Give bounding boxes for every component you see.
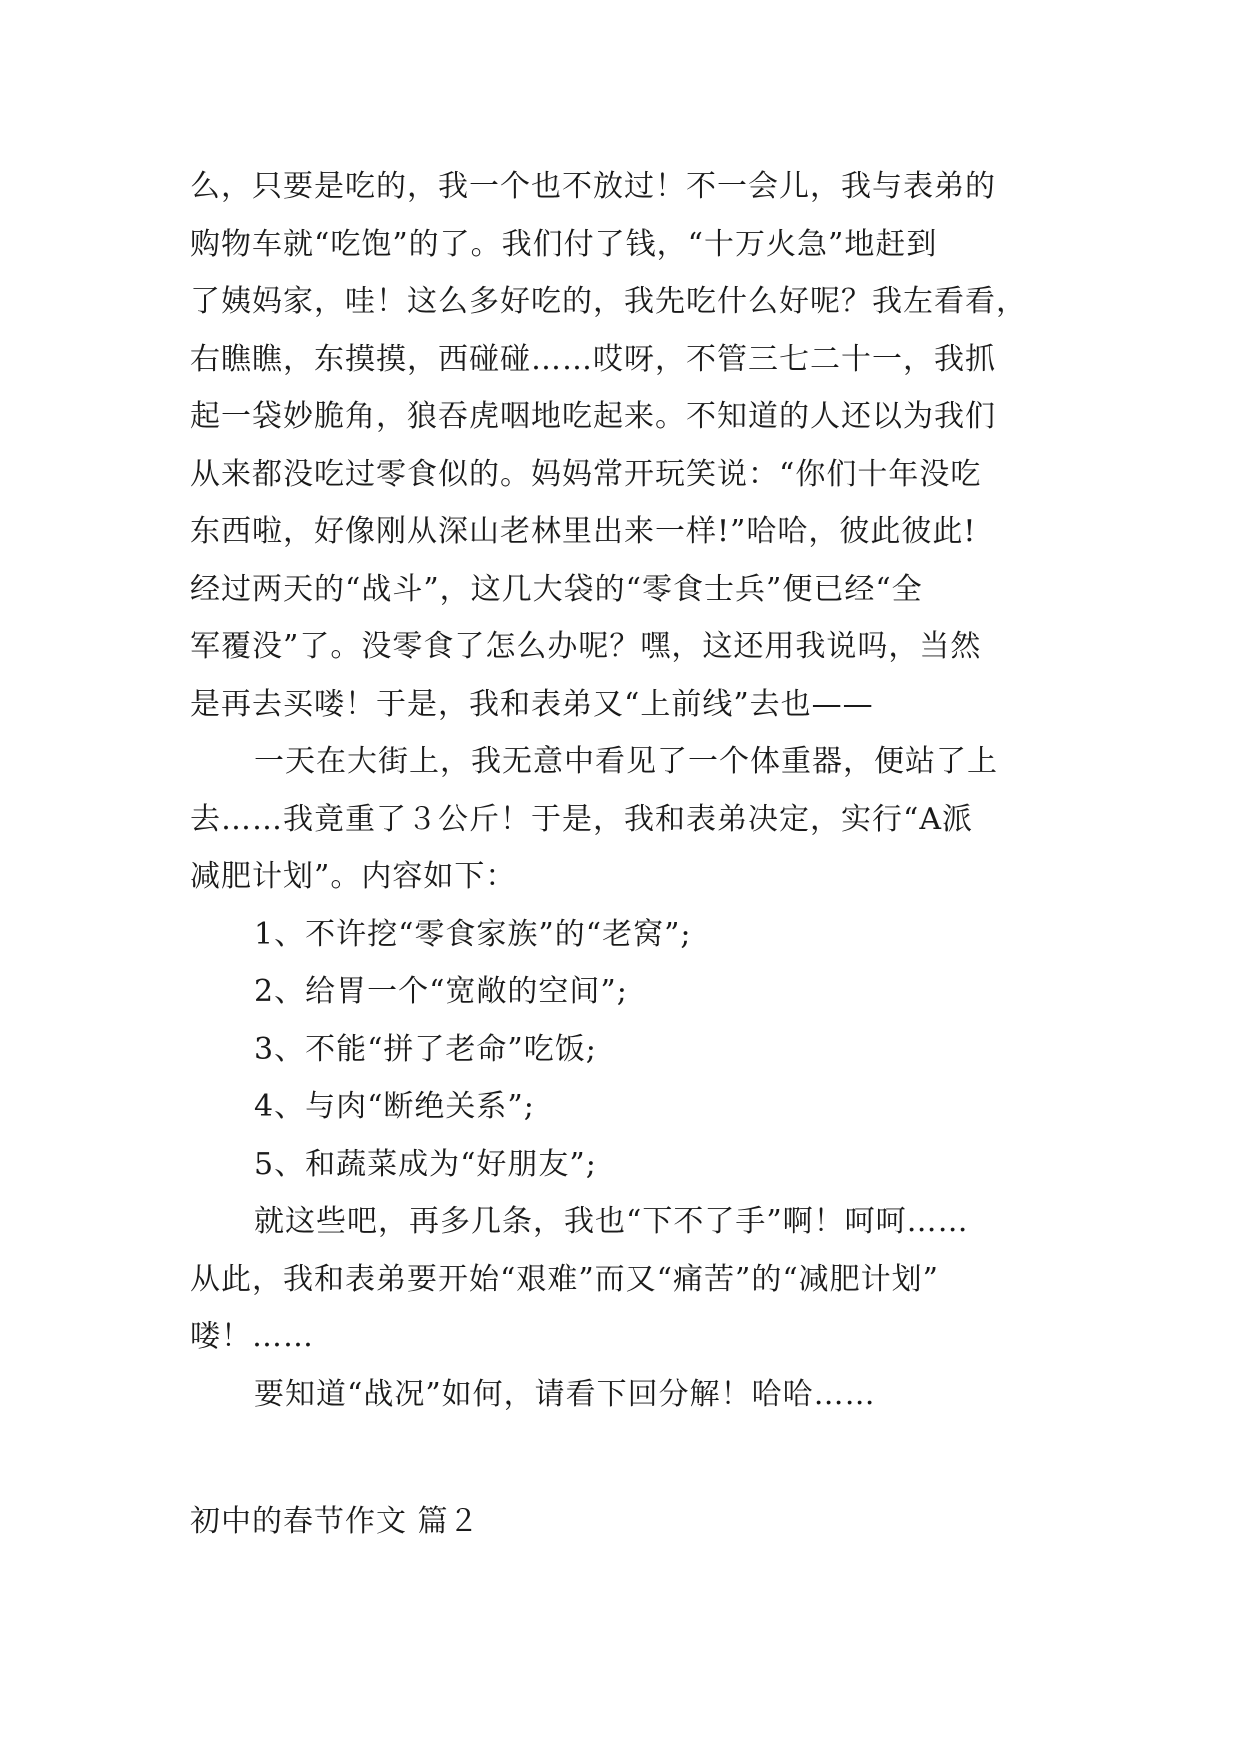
text-line: 右瞧瞧，东摸摸，西碰碰……哎呀，不管三七二十一，我抓	[190, 341, 996, 377]
text-line: 东西啦，好像刚从深山老林里出来一样!”哈哈，彼此彼此!	[190, 514, 977, 549]
list-item: 2、给胃一个“宽敞的空间”;	[254, 974, 628, 1009]
paragraph-2	[190, 733, 1050, 906]
plan-list	[190, 906, 1050, 1194]
section-heading: 初中的春节作文 篇２	[190, 1504, 480, 1539]
text-line: 从来都没吃过零食似的。妈妈常开玩笑说：“你们十年没吃	[190, 456, 982, 492]
list-item: 3、不能“拼了老命”吃饭;	[254, 1031, 597, 1067]
text-line: 么，只要是吃的，我一个也不放过！不一会儿，我与表弟的	[190, 169, 996, 204]
text-line: 了姨妈家，哇！这么多好吃的，我先吃什么好呢？我左看看，	[190, 284, 1027, 319]
text-line: 就这些吧，再多几条，我也“下不了手”啊！呵呵……	[254, 1204, 969, 1239]
text-line: 起一袋妙脆角，狼吞虎咽地吃起来。不知道的人还以为我们	[190, 399, 996, 434]
text-line: 去……我竟重了３公斤！于是，我和表弟决定，实行“A派	[190, 801, 974, 837]
paragraph-4	[190, 1366, 1050, 1424]
text-line: 军覆没”了。没零食了怎么办呢？嘿，这还用我说吗，当然	[190, 629, 982, 664]
text-line: 减肥计划”。内容如下：	[190, 859, 517, 894]
list-item: 4、与肉“断绝关系”;	[254, 1089, 535, 1124]
text-line: 一天在大街上，我无意中看见了一个体重器，便站了上	[254, 744, 998, 779]
list-item: 5、和蔬菜成为“好朋友”;	[254, 1146, 597, 1182]
text-line: 购物车就“吃饱”的了。我们付了钱，“十万火急”地赶到	[190, 226, 938, 262]
list-item: 1、不许挖“零食家族”的“老窝”;	[254, 916, 692, 952]
text-line: 喽！……	[190, 1319, 314, 1354]
text-line: 要知道“战况”如何，请看下回分解！哈哈……	[254, 1376, 876, 1412]
paragraph-1	[190, 158, 1050, 733]
text-line: 是再去买喽！于是，我和表弟又“上前线”去也——	[190, 686, 874, 722]
essay-body	[190, 158, 1050, 1423]
text-line: 经过两天的“战斗”，这几大袋的“零食士兵”便已经“全	[190, 571, 923, 607]
paragraph-3	[190, 1193, 1050, 1366]
text-line: 从此，我和表弟要开始“艰难”而又“痛苦”的“减肥计划”	[190, 1261, 940, 1297]
